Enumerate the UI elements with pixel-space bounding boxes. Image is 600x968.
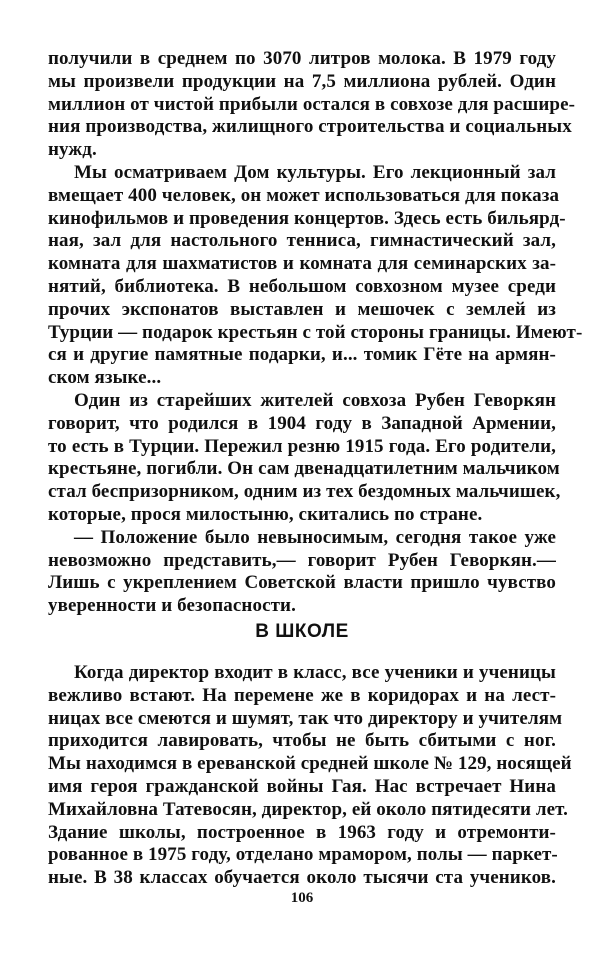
text-line: вежливо встают. На перемене же в коридорах и на лест-: [48, 684, 556, 706]
text-block-top: [48, 48, 583, 618]
text-line: кинофильмов и проведения концертов. Здесь есть бильярд-: [48, 207, 566, 229]
text-line: нятий, библиотека. В небольшом совхозном музее среди: [48, 275, 556, 297]
text-line: ском языке...: [48, 367, 162, 389]
book-page: [48, 48, 583, 906]
text-line: прочих экспонатов выставлен и мешочек с землей из: [48, 298, 556, 320]
text-line: ся и другие памятные подарки, и... томик Гёте на армян-: [48, 344, 556, 366]
text-line: вмещает 400 человек, он может использоваться для показа: [48, 184, 560, 206]
text-line: имя героя гражданской войны Гая. Нас встречает Нина: [48, 775, 556, 797]
text-line: ные. В 38 классах обучается около тысячи ста учеников.: [48, 867, 556, 889]
text-block-bottom: [48, 662, 572, 890]
text-line: Один из старейших жителей совхоза Рубен Геворкян: [74, 389, 556, 411]
text-line: стал беспризорником, одним из тех бездомных мальчишек,: [48, 481, 561, 503]
text-line: уверенности и безопасности.: [48, 595, 296, 617]
text-line: приходится лавировать, чтобы не быть сбитыми с ног.: [48, 730, 556, 752]
text-line: получили в среднем по 3070 литров молока. В 1979 году: [48, 48, 556, 69]
text-line: то есть в Турции. Пережил резню 1915 года. Его родители,: [48, 435, 556, 457]
text-line: Михайловна Татевосян, директор, ей около пятидесяти лет.: [48, 798, 569, 820]
text-line: комната для шахматистов и комната для семинарских за-: [48, 253, 556, 275]
text-line: Лишь с укреплением Советской власти пришло чувство: [48, 572, 556, 594]
text-line: — Положение было невыносимым, сегодня такое уже: [74, 526, 556, 548]
text-line: крестьяне, погибли. Он сам двенадцатилетним мальчиком: [48, 458, 560, 480]
text-line: миллион от чистой прибыли остался в совхозе для расшире-: [48, 93, 576, 115]
text-line: Здание школы, построенное в 1963 году и отремонти-: [48, 821, 556, 843]
text-line: нужд.: [48, 139, 97, 161]
text-line: говорит, что родился в 1904 году в Западной Армении,: [48, 412, 556, 434]
text-line: мы произвели продукции на 7,5 миллиона рублей. Один: [48, 70, 556, 92]
page-number: 106: [290, 890, 314, 906]
text-line: ная, зал для настольного тенниса, гимнастический зал,: [48, 230, 556, 252]
text-line: Когда директор входит в класс, все ученики и ученицы: [74, 662, 556, 683]
text-line: ницах все смеются и шумят, так что директору и учителям: [48, 707, 563, 729]
text-line: рованное в 1975 году, отделано мрамором, полы — паркет-: [48, 844, 558, 866]
text-line: Мы находимся в ереванской средней школе № 129, носящей: [48, 753, 572, 775]
text-line: ния производства, жилищного строительства и социальных: [48, 116, 572, 138]
text-line: невозможно представить,— говорит Рубен Геворкян.—: [48, 549, 556, 571]
text-line: Мы осматриваем Дом культуры. Его лекционный зал: [74, 161, 556, 183]
text-line: Турции — подарок крестьян с той стороны границы. Имеют-: [48, 321, 583, 343]
text-line: которые, прося милостыню, скитались по стране.: [48, 503, 483, 525]
section-title: В ШКОЛЕ: [255, 621, 349, 642]
